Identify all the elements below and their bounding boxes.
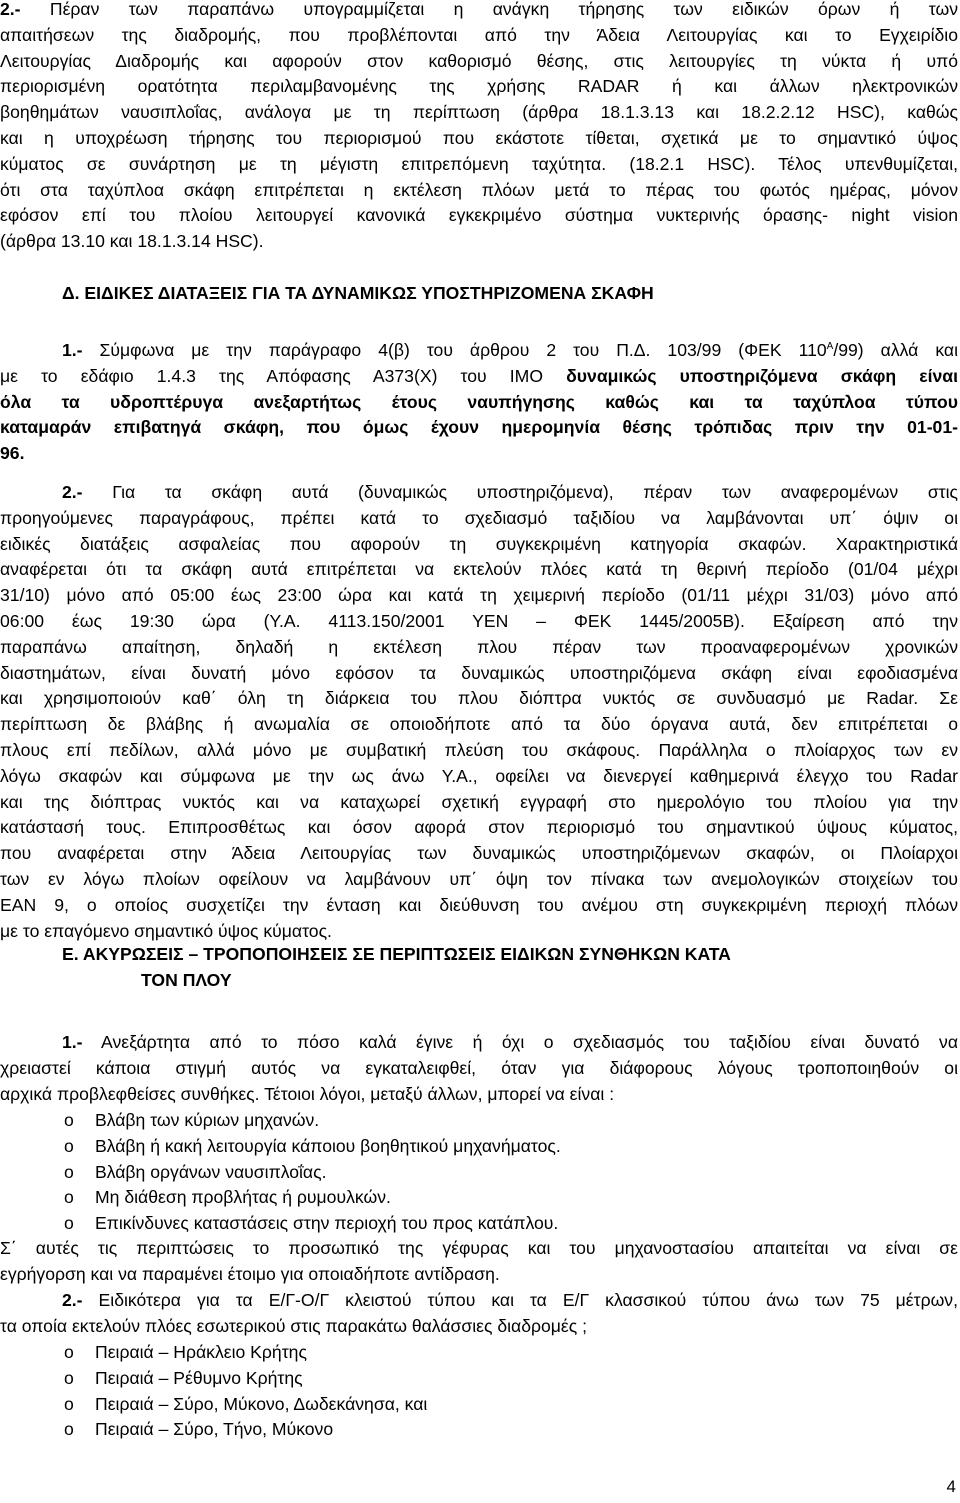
bullet-icon: o: [64, 1393, 74, 1414]
intro-line: ότι στα ταχύπλοα σκάφη επιτρέπεται η εκτέλεση πλόων μετά το πέρας του φωτός ημέρας, μόνον: [0, 179, 958, 200]
bullet-icon: o: [64, 1213, 74, 1234]
d-p1-line: καταμαράν επιβατηγά σκάφη, που όμως έχουν ημερομηνία θέσης τρόπιδας πριν την 01-01-: [0, 417, 958, 438]
reason-item-text: Μη διάθεση προβλήτας ή ρυμουλκών.: [95, 1187, 391, 1208]
paragraph-number: 1.-: [62, 1032, 83, 1052]
reason-item-text: Επικίνδυνες καταστάσεις στην περιοχή του προς κατάπλου.: [95, 1213, 559, 1234]
route-item: [0, 1417, 427, 1443]
intro-line: Λειτουργίας Διαδρομής και αφορούν στον καθορισμό θέσης, στις λειτουργίες τη νύκτα ή υπό: [0, 50, 958, 71]
bullet-icon: o: [64, 1110, 74, 1130]
page-number: 4: [946, 1477, 956, 1496]
e-p1-line: αρχικά προβλεφθείσες συνθήκες. Τέτοιοι λόγοι, μεταξύ άλλων, μπορεί να είναι :: [0, 1083, 615, 1104]
d-p2-line: 2.- Για τα σκάφη αυτά (δυναμικώς υποστηριζόμενα), πέραν των αναφερομένων στις: [62, 482, 959, 502]
d-p2-line: με το επαγόμενο σημαντικό ύψος κύματος.: [0, 920, 332, 941]
bullet-icon: o: [64, 1419, 74, 1440]
d-p2-line: ΕΑΝ 9, ο οποίος συσχετίζει την ένταση και διεύθυνση του ανέμου στη συγκεκριμένη περιοχή πλόων: [0, 894, 958, 915]
route-item-text: Πειραιά – Ηράκλειο Κρήτης: [95, 1342, 307, 1362]
d-p1-line: όλα τα υδροπτέρυγα ανεξαρτήτως έτους ναυπήγησης καθώς και τα ταχύπλοα τύπου: [0, 391, 958, 412]
intro-line: 2.- Πέραν των παραπάνω υπογραμμίζεται η ανάγκη τήρησης των ειδικών όρων ή των: [0, 0, 958, 19]
route-item: [0, 1392, 427, 1418]
reason-item-text: Βλάβη ή κακή λειτουργία κάποιου βοηθητικού μηχανήματος.: [95, 1135, 561, 1156]
intro-line: περιορισμένη ορατότητα περιλαμβανομένης της χρήσης RADAR ή και άλλων ηλεκτρονικών: [0, 76, 958, 97]
reason-item: [0, 1134, 561, 1160]
d-p2-line: παραπάνω απαίτηση, δηλαδή η εκτέλεση πλου πέραν των προαναφερομένων χρονικών: [0, 636, 958, 657]
reason-item: [0, 1211, 561, 1237]
route-item-text: Πειραιά – Σύρο, Μύκονο, Δωδεκάνησα, και: [95, 1393, 428, 1414]
intro-line: κύματος σε συνάρτηση με τη μέγιστη επιτρεπόμενη ταχύτητα. (18.2.1 HSC). Τέλος υπενθυμίζεται,: [0, 153, 958, 174]
d-p2-line: κατάστασή τους. Επιπροσθέτως και όσον αφορά στον περιορισμό του σημαντικού ύψους κύματος,: [0, 817, 958, 838]
reason-item-text: Βλάβη των κύριων μηχανών.: [95, 1110, 320, 1130]
d-p2-line: διαστημάτων, είναι δυνατή μόνο εφόσον τα δυναμικώς υποστηριζόμενα σκάφη είναι εφοδιασμένα: [0, 662, 958, 683]
intro-line: (άρθρα 13.10 και 18.1.3.14 HSC).: [0, 231, 264, 252]
e-p2-line: 2.- Ειδικότερα για τα Ε/Γ-Ο/Γ κλειστού τύπου και τα Ε/Γ κλασσικού τύπου άνω των 75 μέτρων,: [62, 1290, 958, 1310]
paragraph-number: 2.-: [0, 0, 21, 19]
intro-line: και η υποχρέωση τήρησης του περιορισμού που εκάστοτε τίθεται, σχετικά με το σημαντικό ύψος: [0, 127, 958, 148]
d-p2-line: που αναφέρεται στην Άδεια Λειτουργίας των δυναμικώς υποστηριζόμενων σκαφών, οι Πλοίαρχοι: [0, 843, 958, 864]
d-p1-line: με το εδάφιο 1.4.3 της Απόφασης Α373(Χ) του ΙΜΟ δυναμικώς υποστηριζόμενα σκάφη είναι: [0, 365, 958, 386]
reason-item-text: Βλάβη οργάνων ναυσιπλοΐας.: [95, 1161, 327, 1182]
route-item: [0, 1366, 427, 1392]
section-e-after-list: [0, 1236, 958, 1288]
d-p2-line: των εν λόγω πλοίων οφείλουν να λαμβάνουν υπ΄ όψη τον πίνακα των ανεμολογικών στοιχείων του: [0, 868, 958, 889]
paragraph-number: 2.-: [62, 1290, 83, 1310]
reason-item: [0, 1185, 561, 1211]
bullet-icon: o: [64, 1161, 74, 1182]
e-p1-line: χρειαστεί κάποια στιγμή αυτός να εγκαταλειφθεί, όταν για διάφορους λόγους τροποποιηθούν οι: [0, 1057, 958, 1078]
d-p2-line: 06:00 έως 19:30 ώρα (Υ.Α. 4113.150/2001 ΥΕΝ – ΦΕΚ 1445/2005Β). Εξαίρεση από την: [0, 610, 958, 631]
section-d-paragraph-2: [0, 480, 958, 944]
d-p2-line: αναφέρεται ότι τα σκάφη αυτά επιτρέπεται να εκτελούν πλόες κατά τη θερινή περίοδο (01/04 μέχρι: [0, 559, 958, 580]
reason-item: [0, 1160, 561, 1186]
intro-line: βοηθημάτων ναυσιπλοΐας, ανάλογα με τη περίπτωση (άρθρα 18.1.3.13 και 18.2.2.12 HSC), καθώς: [0, 102, 958, 123]
d-p1-number: 1.-: [62, 340, 83, 360]
section-e-paragraph-1: [0, 1030, 958, 1107]
route-item-text: Πειραιά – Σύρο, Τήνο, Μύκονο: [95, 1419, 334, 1440]
paragraph-intro: [0, 0, 958, 255]
d-p2-line: και της διόπτρας νυκτός και να καταχωρεί σχετική εγγραφή στο ημερολόγιο του πλοίου για την: [0, 791, 958, 812]
route-item-text: Πειραιά – Ρέθυμνο Κρήτης: [95, 1367, 303, 1388]
d-p2-line: λόγω σκαφών και σύμφωνα με την ως άνω Υ.Α., οφείλει να διενεργεί καθημερινά έλεγχο του Radar: [0, 765, 958, 786]
d-p2-line: πλους επί πεδίλων, αλλά μόνο με συμβατική πλεύση του σκάφους. Παράλληλα ο πλοίαρχος των εν: [0, 739, 958, 760]
paragraph-number: 2.-: [62, 482, 83, 502]
d-p2-line: 31/10) μόνο από 05:00 έως 23:00 ώρα και κατά τη χειμερινή περίοδο (01/11 μέχρι 31/03) μόνο από: [0, 585, 958, 606]
bullet-icon: o: [64, 1342, 74, 1362]
section-d-heading: Δ. ΕΙΔΙΚΕΣ ΔΙΑΤΑΞΕΙΣ ΓΙΑ ΤΑ ΔΥΝΑΜΙΚΩΣ ΥΠΟΣΤΗΡΙΖΟΜΕΝΑ ΣΚΑΦΗ: [62, 283, 654, 303]
d-p2-line: ειδικές διατάξεις ασφαλείας που αφορούν τη συγκεκριμένη κατηγορία σκαφών. Χαρακτηριστικά: [0, 533, 958, 554]
d-p2-line: και χρησιμοποιούν καθ΄ όλη τη διάρκεια του πλου διόπτρα νυκτός σε συνδυασμό με Radar. Σε: [0, 688, 958, 709]
e-after-line: Σ΄ αυτές τις περιπτώσεις το προσωπικό της γέφυρας και του μηχανοστασίου απαιτείται να είναι σε: [0, 1238, 958, 1258]
section-d-paragraph-1: [0, 338, 958, 467]
bullet-icon: o: [64, 1135, 74, 1156]
d-p1-line: 96.: [0, 443, 25, 464]
section-e-heading: Ε. ΑΚΥΡΩΣΕΙΣ – ΤΡΟΠΟΠΟΙΗΣΕΙΣ ΣΕ ΠΕΡΙΠΤΩΣΕΙΣ ΕΙΔΙΚΩΝ ΣΥΝΘΗΚΩΝ ΚΑΤΑ ΤΟΝ ΠΛΟΥ: [62, 944, 731, 990]
d-p1-line: 1.- Σύμφωνα με την παράγραφο 4(β) του άρθρου 2 του Π.Δ. 103/99 (ΦΕΚ $110^A/99$) αλλά και: [62, 340, 958, 360]
route-item: [0, 1340, 427, 1366]
d-p2-line: προηγούμενες παραγράφους, πρέπει κατά το σχεδιασμό ταξιδίου να λαμβάνονται υπ΄ όψιν οι: [0, 507, 958, 528]
reason-item: [0, 1108, 561, 1134]
d-p2-line: περίπτωση δε βλάβης ή ανωμαλία σε οποιοδήποτε από τα δύο όργανα αυτά, δεν επιτρέπεται ο: [0, 714, 958, 735]
e-p2-line: τα οποία εκτελούν πλόες εσωτερικού στις παρακάτω θαλάσσιες διαδρομές ;: [0, 1315, 588, 1336]
e-after-line: εγρήγορση και να παραμένει έτοιμο για οποιαδήποτε αντίδραση.: [0, 1263, 500, 1284]
section-e-paragraph-2: [0, 1288, 958, 1340]
intro-line: εφόσον επί του πλοίου λειτουργεί κανονικά εγκεκριμένο σύστημα νυκτερινής όρασης- night vision: [0, 205, 958, 226]
e-p1-line: 1.- Ανεξάρτητα από το πόσο καλά έγινε ή όχι ο σχεδιασμός του ταξιδίου είναι δυνατό να: [62, 1032, 958, 1052]
bullet-icon: o: [64, 1367, 74, 1388]
bullet-icon: o: [64, 1187, 74, 1208]
reasons-list: [0, 1108, 561, 1237]
routes-list: [0, 1340, 427, 1443]
intro-line: απαιτήσεων της διαδρομής, που προβλέπονται από την Άδεια Λειτουργίας και το Εγχειρίδιο: [0, 24, 958, 45]
